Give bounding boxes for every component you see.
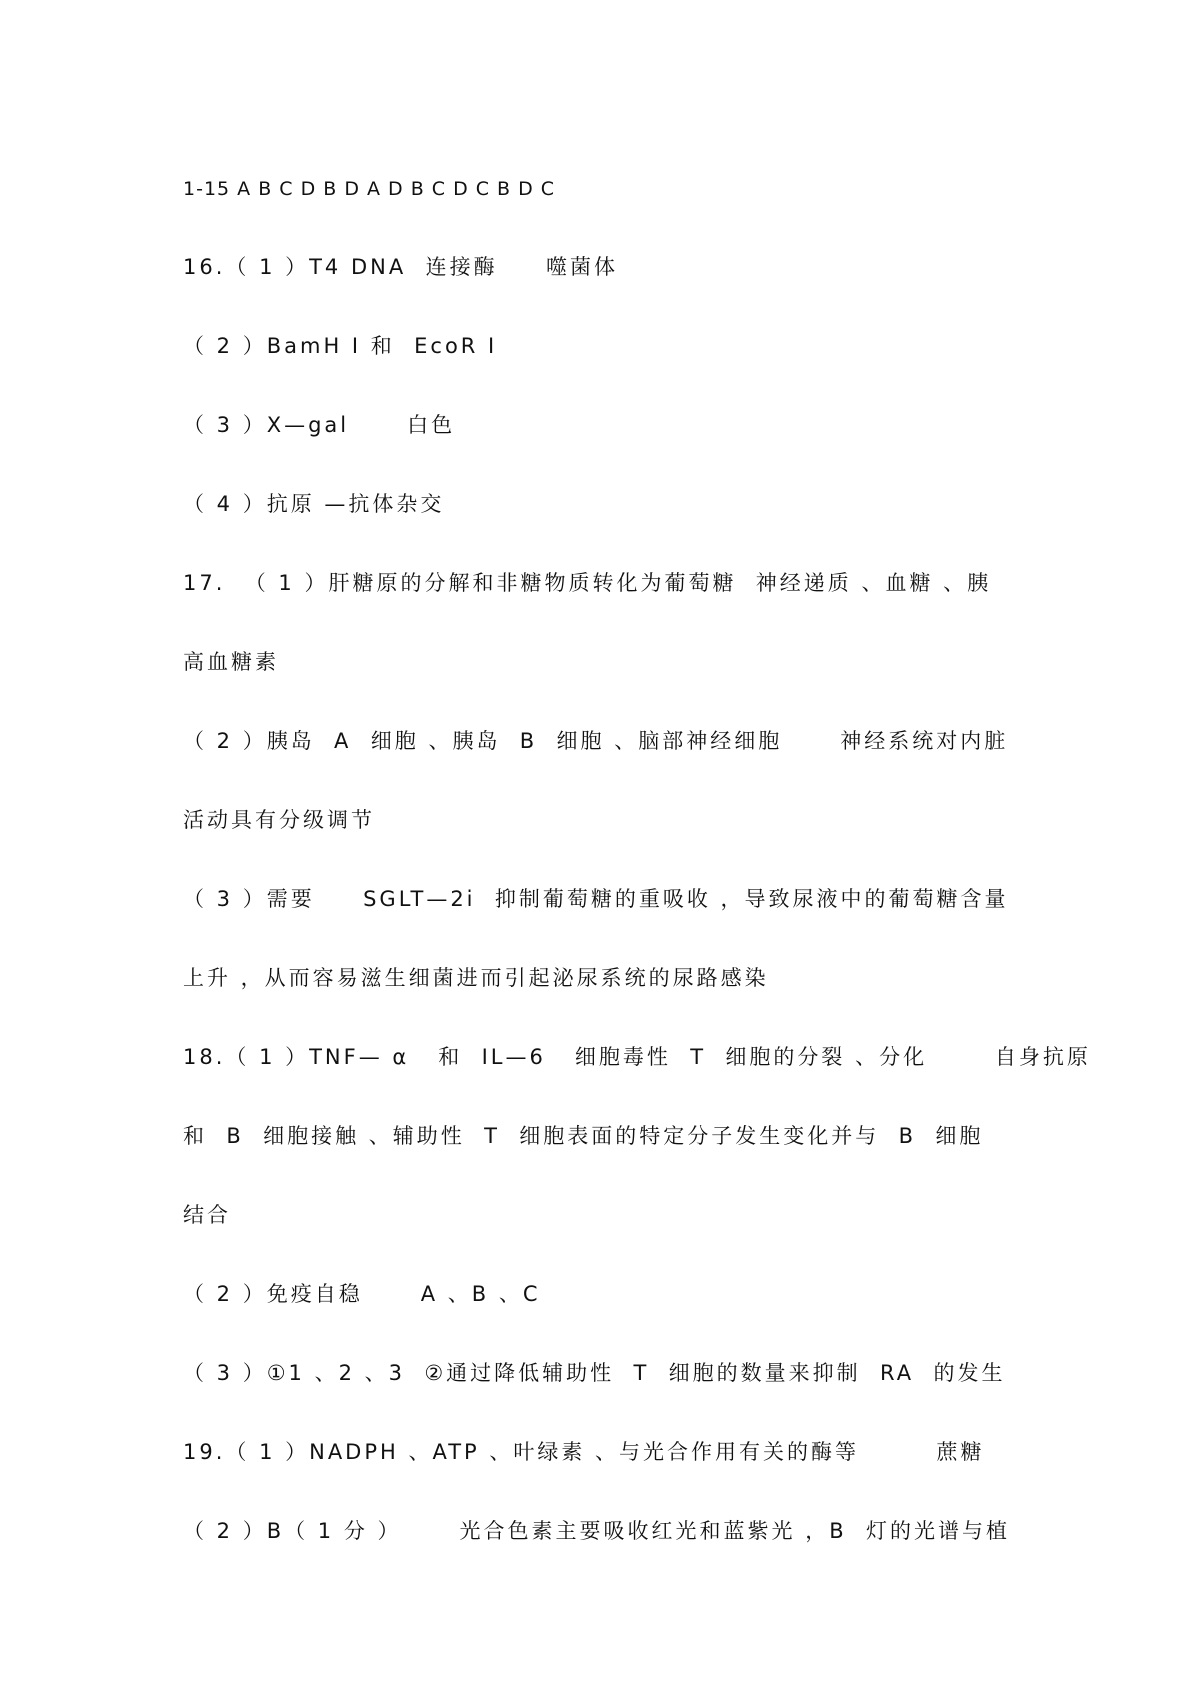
answer-18-1-cont: 和 B 细胞接触 、辅助性 T 细胞表面的特定分子发生变化并与 B 细胞 bbox=[183, 1124, 984, 1148]
answer-16-2: （ 2 ）BamH Ⅰ 和 EcoR Ⅰ bbox=[183, 334, 498, 358]
answer-19-1: 19.（ 1 ）NADPH 、ATP 、叶绿素 、与光合作用有关的酶等 蔗糖 bbox=[183, 1440, 985, 1464]
answer-17-1-cont: 高血糖素 bbox=[183, 650, 279, 674]
answer-18-1-cont2: 结合 bbox=[183, 1203, 231, 1227]
answer-16-1: 16.（ 1 ）T4 DNA 连接酶 噬菌体 bbox=[183, 255, 618, 279]
answer-17-2-cont: 活动具有分级调节 bbox=[183, 808, 375, 832]
answer-17-3: （ 3 ）需要 SGLT—2i 抑制葡萄糖的重吸收 ，导致尿液中的葡萄糖含量 bbox=[183, 887, 1009, 911]
mc-answers-1-15: 1-15 A B C D B D A D B C D C B D C bbox=[183, 178, 556, 200]
answer-17-1: 17. （ 1 ）肝糖原的分解和非糖物质转化为葡萄糖 神经递质 、血糖 、胰 bbox=[183, 571, 992, 595]
answer-16-3: （ 3 ）X—gal 白色 bbox=[183, 413, 456, 437]
answer-18-1: 18.（ 1 ）TNF— α 和 IL—6 细胞毒性 T 细胞的分裂 、分化 自身抗原 bbox=[183, 1045, 1091, 1069]
answer-17-3-cont: 上升 ，从而容易滋生细菌进而引起泌尿系统的尿路感染 bbox=[183, 966, 769, 990]
answer-18-3: （ 3 ）①1 、2 、3 ②通过降低辅助性 T 细胞的数量来抑制 RA 的发生 bbox=[183, 1361, 1006, 1385]
answer-19-2: （ 2 ）B（ 1 分 ） 光合色素主要吸收红光和蓝紫光 ，B 灯的光谱与植 bbox=[183, 1519, 1010, 1543]
answer-16-4: （ 4 ）抗原 —抗体杂交 bbox=[183, 492, 445, 516]
answer-17-2: （ 2 ）胰岛 A 细胞 、胰岛 B 细胞 、脑部神经细胞 神经系统对内脏 bbox=[183, 729, 1009, 753]
answer-18-2: （ 2 ）免疫自稳 A 、B 、C bbox=[183, 1282, 541, 1306]
